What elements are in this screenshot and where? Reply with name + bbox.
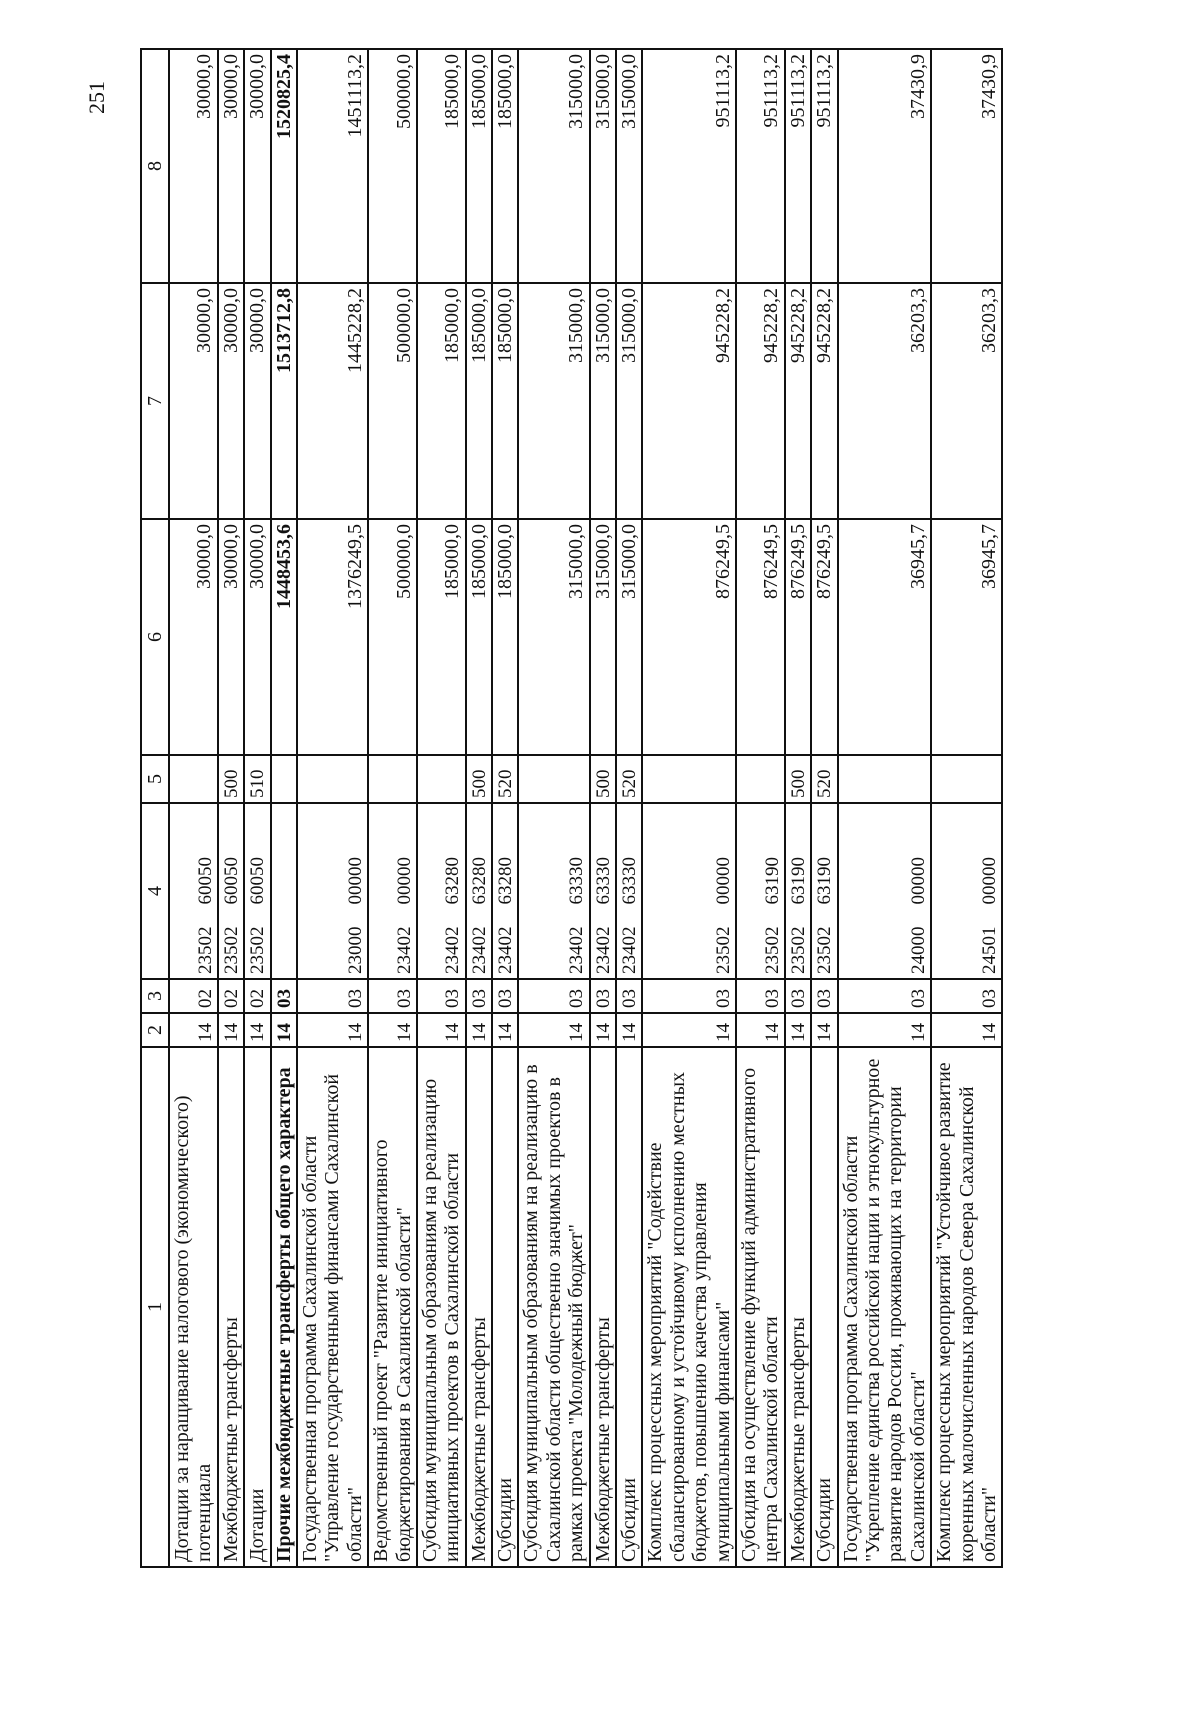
- row-code-4: [271, 803, 297, 979]
- row-code-5: 520: [492, 755, 518, 803]
- row-code-5: 520: [616, 755, 642, 803]
- row-code-2: 14: [616, 1013, 642, 1047]
- row-value-6: 1376249,5: [297, 519, 368, 755]
- row-code-4: [785, 803, 811, 979]
- row-value-6: 1448453,6: [271, 519, 297, 755]
- csr-part-b: 63330: [566, 857, 588, 905]
- row-code-2: 14: [169, 1013, 218, 1047]
- row-code-4: [736, 803, 785, 979]
- csr-part-a: 23402: [619, 926, 641, 974]
- row-code-5: [518, 755, 589, 803]
- row-value-7: 185000,0: [466, 283, 492, 519]
- csr-part-a: 23502: [787, 926, 809, 974]
- row-code-4: [838, 803, 932, 979]
- header-col-3: 3: [141, 979, 169, 1013]
- row-code-5: 500: [590, 755, 616, 803]
- row-code-3: 03: [271, 979, 297, 1013]
- row-name: Межбюджетные трансферты: [785, 1047, 811, 1567]
- csr-part-a: 23402: [442, 926, 464, 974]
- row-code-2: 14: [590, 1013, 616, 1047]
- row-value-6: 315000,0: [590, 519, 616, 755]
- table-row: [218, 49, 244, 1567]
- budget-table: [140, 48, 1003, 1568]
- row-name: Ведомственный проект "Развитие инициативного бюджетирования в Сахалинской области": [368, 1047, 417, 1567]
- row-name: Субсидии: [492, 1047, 518, 1567]
- csr-part-b: 63190: [761, 857, 783, 905]
- row-code-3: 02: [218, 979, 244, 1013]
- csr-part-a: 23502: [220, 926, 242, 974]
- page-number: 251: [84, 81, 109, 114]
- row-name: Комплекс процессных мероприятий "Содействие сбалансированному и устойчивому исполнению местных бюджетов, повышению качества управления муниципальными финансами": [642, 1047, 736, 1567]
- csr-part-b: 63280: [495, 857, 517, 905]
- row-code-2: 14: [931, 1013, 1002, 1047]
- row-name: Субсидия на осуществление функций административного центра Сахалинской области: [736, 1047, 785, 1567]
- csr-part-a: 23402: [495, 926, 517, 974]
- row-code-3: 03: [838, 979, 932, 1013]
- row-value-7: 30000,0: [244, 283, 270, 519]
- csr-part-a: 23502: [247, 926, 269, 974]
- row-value-6: 185000,0: [417, 519, 466, 755]
- row-value-7: 315000,0: [616, 283, 642, 519]
- row-value-7: 945228,2: [642, 283, 736, 519]
- table-row: [271, 49, 297, 1567]
- row-value-8: 1451113,2: [297, 49, 368, 283]
- table-row: [642, 49, 736, 1567]
- row-value-6: 315000,0: [518, 519, 589, 755]
- row-value-6: 185000,0: [492, 519, 518, 755]
- row-code-5: [417, 755, 466, 803]
- header-col-2: 2: [141, 1013, 169, 1047]
- row-name: Комплекс процессных мероприятий "Устойчивое развитие коренных малочисленных народов Севера Сахалинской области": [931, 1047, 1002, 1567]
- csr-part-b: 63330: [619, 857, 641, 905]
- row-value-6: 30000,0: [244, 519, 270, 755]
- row-name: Межбюджетные трансферты: [466, 1047, 492, 1567]
- row-code-3: 03: [466, 979, 492, 1013]
- csr-part-b: 63190: [787, 857, 809, 905]
- table-row: [590, 49, 616, 1567]
- row-value-8: 185000,0: [492, 49, 518, 283]
- csr-part-a: 23502: [712, 926, 734, 974]
- row-code-3: 03: [492, 979, 518, 1013]
- row-value-6: 30000,0: [169, 519, 218, 755]
- row-value-7: 36203,3: [838, 283, 932, 519]
- row-code-4: [218, 803, 244, 979]
- csr-part-b: 60050: [247, 857, 269, 905]
- row-name: Межбюджетные трансферты: [590, 1047, 616, 1567]
- row-value-7: 945228,2: [811, 283, 837, 519]
- row-code-3: 03: [931, 979, 1002, 1013]
- row-code-3: 03: [736, 979, 785, 1013]
- csr-part-b: 00000: [712, 857, 734, 905]
- row-name: Межбюджетные трансферты: [218, 1047, 244, 1567]
- row-code-5: [838, 755, 932, 803]
- row-value-8: 951113,2: [736, 49, 785, 283]
- row-value-8: 951113,2: [642, 49, 736, 283]
- row-code-4: [811, 803, 837, 979]
- csr-part-b: 00000: [393, 857, 415, 905]
- csr-part-b: 63280: [468, 857, 490, 905]
- row-value-8: 37430,9: [838, 49, 932, 283]
- row-value-8: 315000,0: [518, 49, 589, 283]
- table-row: [466, 49, 492, 1567]
- row-value-7: 30000,0: [169, 283, 218, 519]
- row-code-4: [590, 803, 616, 979]
- table-row: [518, 49, 589, 1567]
- csr-part-a: 23502: [761, 926, 783, 974]
- row-code-3: 03: [297, 979, 368, 1013]
- row-code-3: 02: [244, 979, 270, 1013]
- row-name: Субсидия муниципальным образованиям на реализацию инициативных проектов в Сахалинской области: [417, 1047, 466, 1567]
- row-code-2: 14: [368, 1013, 417, 1047]
- row-code-3: 02: [169, 979, 218, 1013]
- row-value-6: 30000,0: [218, 519, 244, 755]
- row-code-4: [518, 803, 589, 979]
- row-code-3: 03: [368, 979, 417, 1013]
- row-value-7: 185000,0: [417, 283, 466, 519]
- row-value-7: 945228,2: [785, 283, 811, 519]
- row-value-6: 876249,5: [642, 519, 736, 755]
- header-col-6: 6: [141, 519, 169, 755]
- row-value-7: 945228,2: [736, 283, 785, 519]
- row-code-4: [244, 803, 270, 979]
- csr-part-a: 23502: [194, 926, 216, 974]
- row-code-4: [169, 803, 218, 979]
- csr-part-a: 24000: [907, 926, 929, 974]
- csr-part-a: 23402: [566, 926, 588, 974]
- row-code-2: 14: [244, 1013, 270, 1047]
- row-value-6: 876249,5: [785, 519, 811, 755]
- row-code-3: 03: [616, 979, 642, 1013]
- row-code-5: [931, 755, 1002, 803]
- table-row: [838, 49, 932, 1567]
- row-code-5: 500: [785, 755, 811, 803]
- table-row: [368, 49, 417, 1567]
- row-code-3: 03: [785, 979, 811, 1013]
- csr-part-b: 00000: [907, 857, 929, 905]
- row-code-2: 14: [492, 1013, 518, 1047]
- table-row: [736, 49, 785, 1567]
- csr-part-a: 23402: [393, 926, 415, 974]
- row-value-7: 1445228,2: [297, 283, 368, 519]
- row-value-7: 185000,0: [492, 283, 518, 519]
- row-code-5: [368, 755, 417, 803]
- row-value-8: 37430,9: [931, 49, 1002, 283]
- row-value-7: 500000,0: [368, 283, 417, 519]
- row-code-4: [297, 803, 368, 979]
- row-name: Субсидии: [811, 1047, 837, 1567]
- table-row: [169, 49, 218, 1567]
- row-code-3: 03: [590, 979, 616, 1013]
- row-value-6: 876249,5: [736, 519, 785, 755]
- row-value-8: 500000,0: [368, 49, 417, 283]
- row-code-3: 03: [417, 979, 466, 1013]
- row-code-2: 14: [297, 1013, 368, 1047]
- row-value-7: 1513712,8: [271, 283, 297, 519]
- csr-part-b: 60050: [194, 857, 216, 905]
- row-value-8: 951113,2: [785, 49, 811, 283]
- row-code-2: 14: [785, 1013, 811, 1047]
- row-code-4: [417, 803, 466, 979]
- row-code-5: [736, 755, 785, 803]
- row-value-7: 315000,0: [590, 283, 616, 519]
- table-row: [297, 49, 368, 1567]
- row-code-5: [642, 755, 736, 803]
- row-name: Субсидия муниципальным образованиям на реализацию в Сахалинской области общественно значимых проектов в рамках проекта "Молодежный бюджет": [518, 1047, 589, 1567]
- row-code-5: 500: [466, 755, 492, 803]
- row-code-2: 14: [271, 1013, 297, 1047]
- row-value-6: 36945,7: [838, 519, 932, 755]
- csr-part-b: 00000: [979, 857, 1001, 905]
- row-code-2: 14: [417, 1013, 466, 1047]
- row-name: Прочие межбюджетные трансферты общего характера: [271, 1047, 297, 1567]
- row-value-7: 36203,3: [931, 283, 1002, 519]
- table-row: [811, 49, 837, 1567]
- header-col-7: 7: [141, 283, 169, 519]
- row-code-4: [931, 803, 1002, 979]
- row-value-8: 315000,0: [616, 49, 642, 283]
- table-row: [616, 49, 642, 1567]
- table-row: [492, 49, 518, 1567]
- row-value-8: 30000,0: [244, 49, 270, 283]
- csr-part-b: 63330: [592, 857, 614, 905]
- csr-part-a: 23402: [592, 926, 614, 974]
- row-value-8: 185000,0: [466, 49, 492, 283]
- row-code-4: [368, 803, 417, 979]
- row-value-8: 185000,0: [417, 49, 466, 283]
- table-header-row: [141, 49, 169, 1567]
- row-name: Субсидии: [616, 1047, 642, 1567]
- csr-part-b: 63190: [814, 857, 836, 905]
- row-value-6: 185000,0: [466, 519, 492, 755]
- table-row: [244, 49, 270, 1567]
- header-col-5: 5: [141, 755, 169, 803]
- table-row: [417, 49, 466, 1567]
- row-code-5: [271, 755, 297, 803]
- row-code-2: 14: [466, 1013, 492, 1047]
- row-value-6: 876249,5: [811, 519, 837, 755]
- row-code-5: [169, 755, 218, 803]
- header-col-4: 4: [141, 803, 169, 979]
- row-code-3: 03: [811, 979, 837, 1013]
- row-code-2: 14: [518, 1013, 589, 1047]
- row-value-6: 36945,7: [931, 519, 1002, 755]
- csr-part-b: 00000: [344, 857, 366, 905]
- row-value-6: 500000,0: [368, 519, 417, 755]
- row-value-8: 30000,0: [169, 49, 218, 283]
- csr-part-a: 24501: [979, 926, 1001, 974]
- row-code-2: 14: [736, 1013, 785, 1047]
- row-code-2: 14: [642, 1013, 736, 1047]
- row-value-7: 315000,0: [518, 283, 589, 519]
- row-code-5: 520: [811, 755, 837, 803]
- row-code-5: 500: [218, 755, 244, 803]
- row-value-8: 30000,0: [218, 49, 244, 283]
- rotated-page-content: [140, 50, 1060, 1568]
- row-value-8: 951113,2: [811, 49, 837, 283]
- row-code-2: 14: [811, 1013, 837, 1047]
- row-value-7: 30000,0: [218, 283, 244, 519]
- row-value-8: 1520825,4: [271, 49, 297, 283]
- row-code-4: [492, 803, 518, 979]
- row-name: Дотации за наращивание налогового (экономического) потенциала: [169, 1047, 218, 1567]
- csr-part-a: 23502: [814, 926, 836, 974]
- header-col-1: 1: [141, 1047, 169, 1567]
- row-name: Государственная программа Сахалинской области "Укрепление единства российской нации и этнокультурное развитие народов России, проживающих на территории Сахалинской области": [838, 1047, 932, 1567]
- header-col-8: 8: [141, 49, 169, 283]
- row-name: Дотации: [244, 1047, 270, 1567]
- table-row: [931, 49, 1002, 1567]
- table-body: [169, 49, 1002, 1567]
- row-code-4: [466, 803, 492, 979]
- row-code-4: [616, 803, 642, 979]
- row-code-5: [297, 755, 368, 803]
- row-code-3: 03: [642, 979, 736, 1013]
- row-code-5: 510: [244, 755, 270, 803]
- row-code-3: 03: [518, 979, 589, 1013]
- row-value-8: 315000,0: [590, 49, 616, 283]
- row-code-4: [642, 803, 736, 979]
- row-code-2: 14: [218, 1013, 244, 1047]
- row-value-6: 315000,0: [616, 519, 642, 755]
- csr-part-b: 63280: [442, 857, 464, 905]
- row-name: Государственная программа Сахалинской области "Управление государственными финансами Сахалинской области": [297, 1047, 368, 1567]
- csr-part-b: 60050: [220, 857, 242, 905]
- row-code-2: 14: [838, 1013, 932, 1047]
- table-row: [785, 49, 811, 1567]
- csr-part-a: 23000: [344, 926, 366, 974]
- csr-part-a: 23402: [468, 926, 490, 974]
